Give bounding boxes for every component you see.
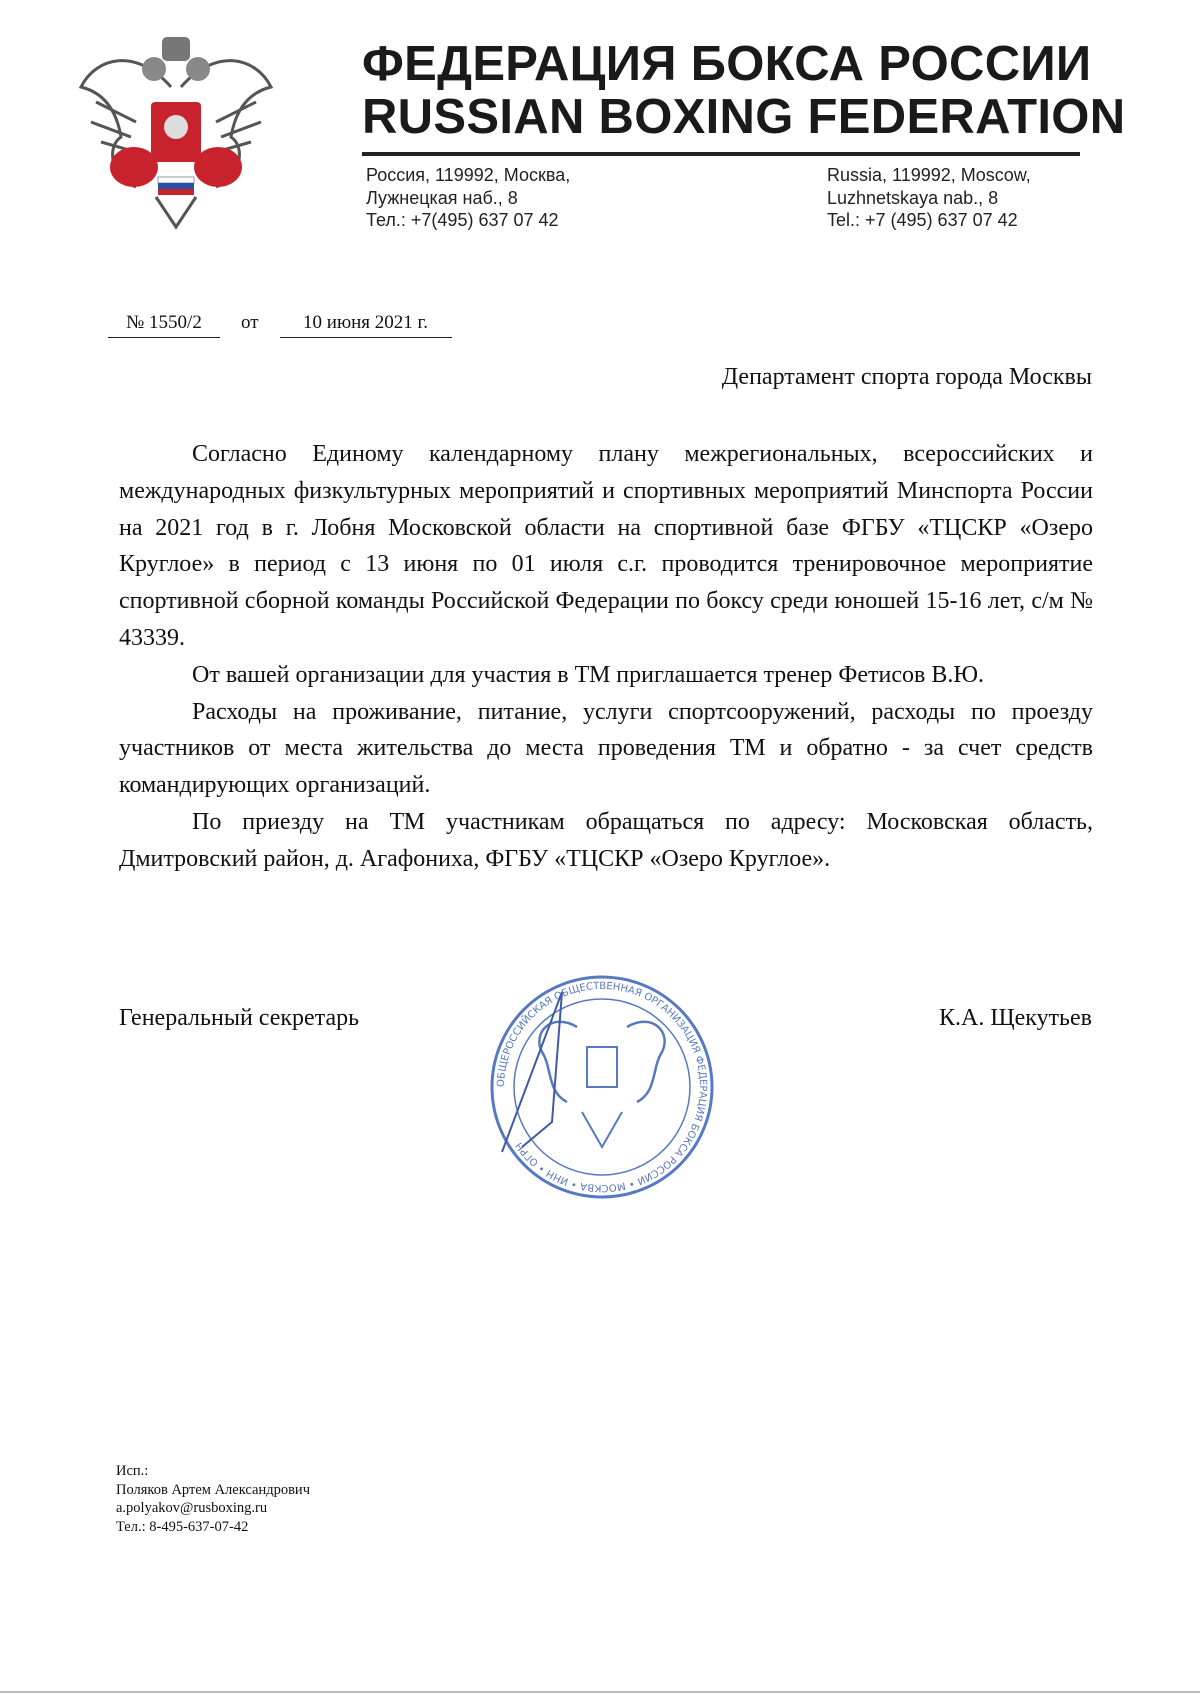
executor-label: Исп.:: [116, 1463, 149, 1479]
executor-phone: Тел.: 8-495-637-07-42: [116, 1518, 249, 1535]
address-line: Россия, 119992, Москва,: [366, 165, 571, 185]
document-reference: [108, 312, 452, 338]
stamp-text: ОБЩЕРОССИЙСКАЯ ОБЩЕСТВЕННАЯ ОРГАНИЗАЦИЯ ФЕДЕРАЦИЯ БОКСА РОССИИ • МОСКВА • ИНН • ОГРН: [495, 980, 709, 1194]
address-line: Tel.: +7 (495) 637 07 42: [827, 210, 1018, 230]
org-name-ru: ФЕДЕРАЦИЯ БОКСА РОССИИ: [362, 37, 1092, 91]
document-date: 10 июня 2021 г.: [280, 312, 452, 338]
paragraph: От вашей организации для участия в ТМ приглашается тренер Фетисов В.Ю.: [192, 661, 985, 688]
header-divider: [362, 152, 1080, 156]
paragraph: Расходы на проживание, питание, услуги спортсооружений, расходы по проезду участников от места жительства до места проведения ТМ и обратно - за счет средств командирующих организаций.: [119, 698, 1093, 799]
letterhead-title: [362, 38, 1125, 144]
org-name-en: RUSSIAN BOXING FEDERATION: [362, 90, 1126, 144]
paragraph: Согласно Единому календарному плану межрегиональных, всероссийских и международных физкультурных мероприятий и спортивных мероприятий Минспорта России на 2021 год в г. Лобня Московской области на спортивной базе ФГБУ «ТЦСКР «Озеро Круглое» в период с 13 июня по 01 июля с.г. проводится тренировочное мероприятие спортивной сборной команды Российской Федерации по боксу среди юношей 15-16 лет, с/м № 43339.: [119, 441, 1093, 651]
address-ru: [366, 164, 570, 232]
executor-info: [116, 1462, 310, 1536]
signatory-position: Генеральный секретарь: [119, 1005, 360, 1031]
official-stamp-icon: [482, 972, 722, 1202]
addressee: Департамент спорта города Москвы: [721, 364, 1092, 390]
letter-body: [119, 436, 1093, 878]
scan-edge: [0, 1691, 1200, 1693]
address-line: Лужнецкая наб., 8: [366, 187, 518, 208]
address-line: Russia, 119992, Moscow,: [827, 165, 1031, 185]
executor-name: Поляков Артем Александрович: [116, 1481, 310, 1498]
from-label: от: [240, 312, 259, 333]
federation-logo-icon: [76, 27, 276, 232]
address-line: Luzhnetskaya nab., 8: [827, 187, 999, 208]
paragraph: По приезду на ТМ участникам обращаться по адресу: Московская область, Дмитровский район, д. Агафониха, ФГБУ «ТЦСКР «Озеро Круглое».: [119, 808, 1093, 872]
address-line: Тел.: +7(495) 637 07 42: [366, 210, 559, 230]
signatory-name: К.А. Щекутьев: [939, 1005, 1092, 1031]
document-number: № 1550/2: [108, 312, 220, 338]
executor-email: a.polyakov@rusboxing.ru: [116, 1500, 268, 1516]
address-en: [827, 164, 1031, 232]
